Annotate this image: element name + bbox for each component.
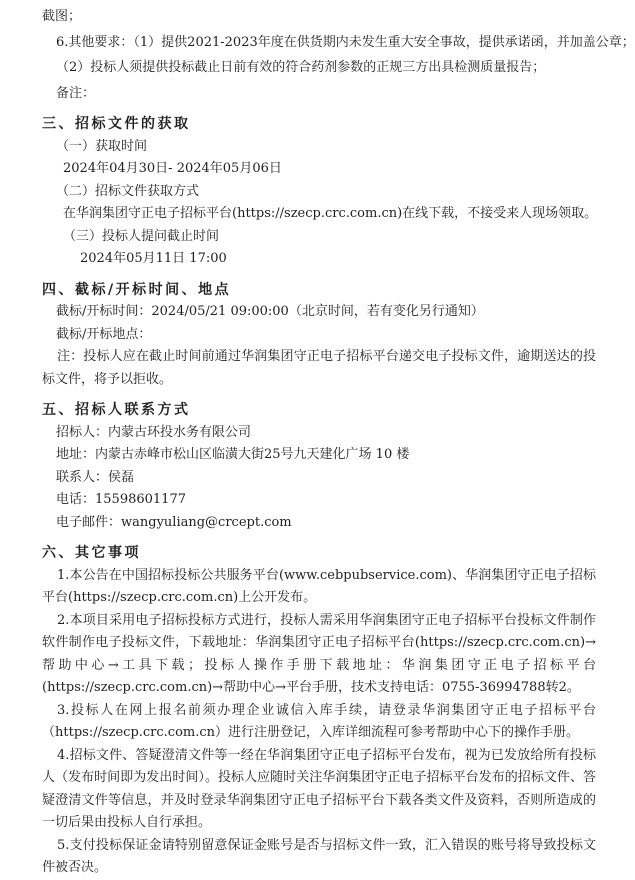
doc-line: 截标/开标地点： — [56, 326, 152, 342]
doc-line: 在华润集团守正电子招标平台(https://szecp.crc.com.cn)在线下载，不接受来人现场领取。 — [63, 206, 598, 221]
section-heading: 六、其它事项 — [42, 545, 141, 561]
doc-line: （2）投标人须提供投标截止日前有效的符合药剂参数的正规三方出具检测质量报告； — [56, 60, 546, 75]
doc-line: （一）获取时间 — [56, 138, 148, 154]
section-other-matters — [42, 542, 596, 880]
doc-line: 地址：内蒙古赤峰市松山区临潢大街25号九天建化广场 10 楼 — [56, 447, 410, 462]
doc-paragraph: 4.招标文件、答疑澄清文件等一经在华润集团守正电子招标平台发布，视为已发放给所有投标人（发布时间即为发出时间）。投标人应随时关注华润集团守正电子招标平台发布的招标文件、答疑澄清文件等信息，并及时登录华润集团守正电子招标平台下载各类文件及资料，否则所造成的一切后果由投标人自行承担。 — [42, 747, 596, 830]
doc-line: 截标/开标时间：2024/05/21 09:00:00（北京时间，若有变化另行通知） — [56, 304, 484, 319]
doc-line: 电话：15598601177 — [56, 492, 186, 507]
section-heading: 三、招标文件的获取 — [42, 116, 191, 132]
doc-paragraph: 5.支付投标保证金请特别留意保证金账号是否与招标文件一致，汇入错误的账号将导致投标文件被否决。 — [42, 837, 596, 875]
doc-paragraph: 注：投标人应在截止时间前通过华润集团守正电子招标平台递交电子投标文件，逾期送达的投标文件，将予以拒收。 — [42, 349, 596, 387]
section-heading: 四、截标/开标时间、地点 — [42, 281, 232, 298]
doc-line: （二）招标文件获取方式 — [56, 183, 200, 199]
doc-line: 截图； — [42, 9, 82, 24]
section-contact-info — [42, 399, 596, 534]
doc-line: 联系人：侯磊 — [56, 469, 135, 485]
doc-line: 电子邮件：wangyuliang@crcept.com — [56, 514, 292, 530]
section-document-acquisition — [42, 113, 596, 271]
section-bid-opening — [42, 279, 596, 392]
section-heading: 五、招标人联系方式 — [42, 402, 191, 418]
intro-block — [42, 6, 635, 105]
doc-line: 2024年05月11日 17:00 — [80, 251, 227, 266]
doc-line: （三）投标人提问截止时间 — [63, 228, 220, 244]
doc-paragraph: 2.本项目采用电子招标投标方式进行，投标人需采用华润集团守正电子招标平台投标文件制作软件制作电子投标文件，下载地址：华润集团守正电子招标平台(https://szecp.crc.com.cn)→帮助中心→工具下载；投标人操作手册下载地址：华润集团守正电子招标平台(https://szecp.crc.com.cn)→帮助中心→平台手册，技术支持电话：0755-36994788转2。 — [42, 612, 596, 695]
doc-line: 招标人：内蒙古环投水务有限公司 — [56, 424, 252, 440]
doc-line: 2024年04月30日- 2024年05月06日 — [63, 161, 282, 176]
doc-paragraph: 3.投标人在网上报名前须办理企业诚信入库手续，请登录华润集团守正电子招标平台（https://szecp.crc.com.cn）进行注册登记，入库详细流程可参考帮助中心下的操作手册。 — [42, 702, 596, 740]
doc-line: 备注： — [56, 85, 96, 101]
doc-paragraph: 1.本公告在中国招标投标公共服务平台(www.cebpubservice.com)、华润集团守正电子招标平台(https://szecp.crc.com.cn)上公开发布。 — [42, 567, 596, 605]
doc-line: 6.其他要求：（1）提供2021-2023年度在供货期内未发生重大安全事故，提供承诺函，并加盖公章； — [56, 34, 635, 50]
